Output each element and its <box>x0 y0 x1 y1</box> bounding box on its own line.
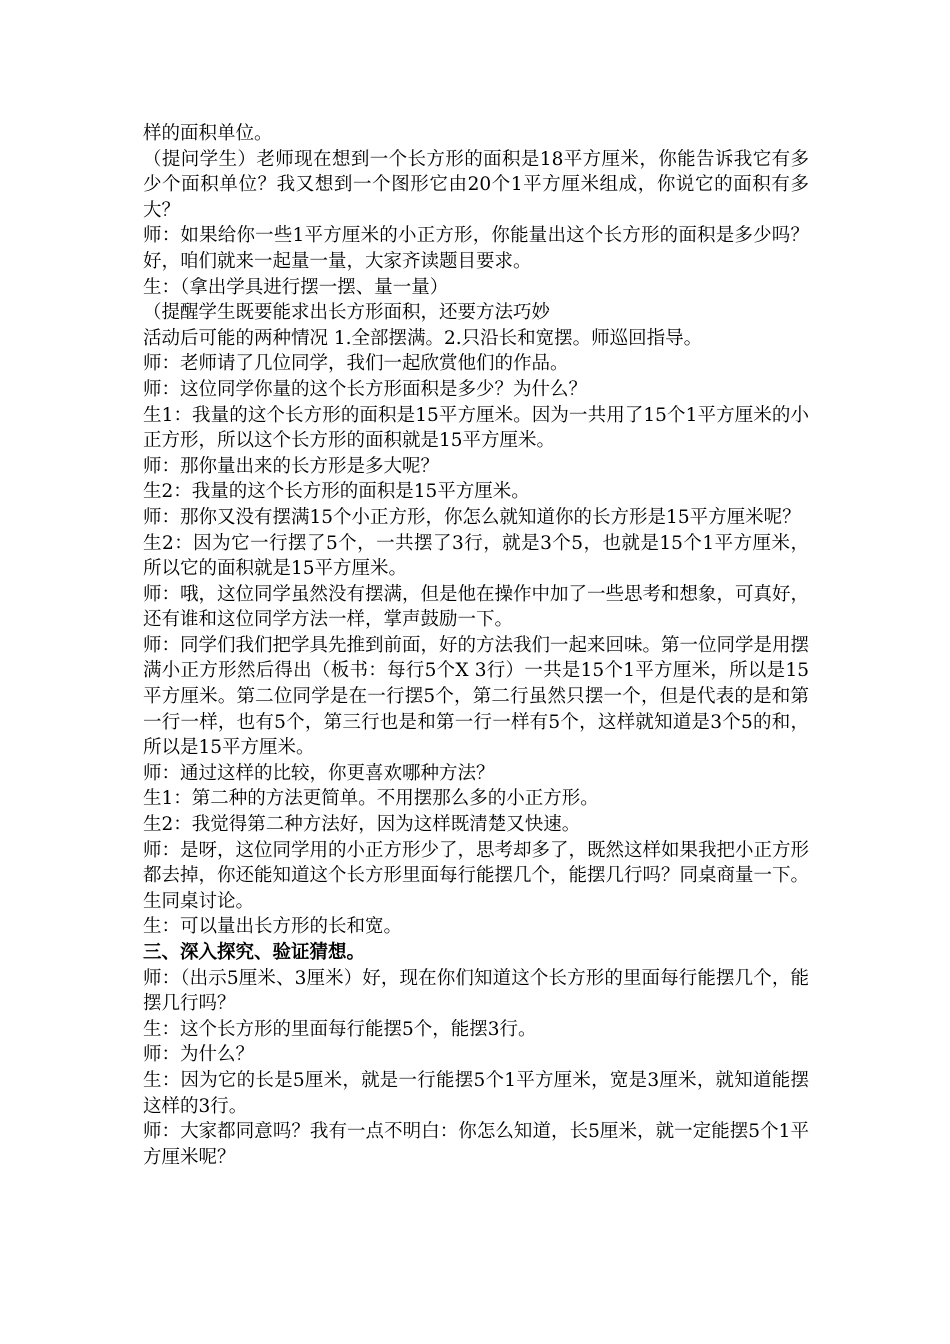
paragraph: 生同桌讨论。 <box>143 890 255 912</box>
paragraph: 师：老师请了几位同学，我们一起欣赏他们的作品。 <box>143 353 569 375</box>
paragraph: 师：为什么？ <box>143 1044 255 1066</box>
paragraph: 生：（拿出学具进行摆一摆、量一量） <box>143 276 449 298</box>
paragraph: 师：通过这样的比较，你更喜欢哪种方法？ <box>143 762 495 784</box>
paragraph: 师：（出示5厘米、3厘米）好，现在你们知道这个长方形的里面每行能摆几个，能摆几行吗？ <box>143 967 809 1015</box>
paragraph: （提醒学生既要能求出长方形面积，还要方法巧妙 <box>143 302 551 324</box>
paragraph: 师：同学们我们把学具先推到前面，好的方法我们一起来回味。第一位同学是用摆满小正方形然后得出（板书：每行5个X 3行）一共是15个1平方厘米，所以是15平方厘米。第二位同学是在一行摆5个，第二行虽然只摆一个，但是代表的是和第一行一样，也有5个，第三行也是和第一行一样有5个，这样就知道是3个5的和，所以是15平方厘米。 <box>143 634 810 759</box>
paragraph: 师：那你量出来的长方形是多大呢？ <box>143 455 440 477</box>
paragraph: 师：这位同学你量的这个长方形面积是多少？为什么？ <box>143 378 588 400</box>
document-body <box>143 121 809 1170</box>
paragraph: 生：这个长方形的里面每行能摆5个，能摆3行。 <box>143 1018 537 1040</box>
paragraph: （提问学生）老师现在想到一个长方形的面积是18平方厘米，你能告诉我它有多少个面积单位？我又想到一个图形它由20个1平方厘米组成，你说它的面积有多大？ <box>143 148 809 221</box>
paragraph: 师：是呀，这位同学用的小正方形少了，思考却多了，既然这样如果我把小正方形都去掉，你还能知道这个长方形里面每行能摆几个，能摆几行吗？同桌商量一下。 <box>143 839 810 887</box>
paragraph: 生：可以量出长方形的长和宽。 <box>143 916 403 938</box>
paragraph: 师：那你又没有摆满15个小正方形，你怎么就知道你的长方形是15平方厘米呢？ <box>143 506 801 528</box>
paragraph: 生2：因为它一行摆了5个，一共摆了3行，就是3个5，也就是15个1平方厘米，所以它的面积就是15平方厘米。 <box>143 532 809 580</box>
paragraph: 师：大家都同意吗？我有一点不明白：你怎么知道，长5厘米，就一定能摆5个1平方厘米呢？ <box>143 1121 809 1168</box>
section-heading: 三、深入探究、验证猜想。 <box>143 942 366 963</box>
paragraph: 师：如果给你一些1平方厘米的小正方形，你能量出这个长方形的面积是多少吗？好，咱们就来一起量一量，大家齐读题目要求。 <box>143 225 809 272</box>
paragraph: 活动后可能的两种情况 1.全部摆满。2.只沿长和宽摆。师巡回指导。 <box>143 327 703 349</box>
paragraph: 生1：第二种的方法更简单。不用摆那么多的小正方形。 <box>143 788 599 810</box>
paragraph: 生2：我量的这个长方形的面积是15平方厘米。 <box>143 481 530 503</box>
paragraph: 师：哦，这位同学虽然没有摆满，但是他在操作中加了一些思考和想象，可真好，还有谁和这位同学方法一样，掌声鼓励一下。 <box>143 583 810 631</box>
paragraph: 生：因为它的长是5厘米，就是一行能摆5个1平方厘米，宽是3厘米，就知道能摆这样的3行。 <box>143 1069 809 1117</box>
paragraph: 生1：我量的这个长方形的面积是15平方厘米。因为一共用了15个1平方厘米的小正方形，所以这个长方形的面积就是15平方厘米。 <box>143 404 809 452</box>
paragraph: 样的面积单位。 <box>143 123 273 144</box>
paragraph: 生2：我觉得第二种方法好，因为这样既清楚又快速。 <box>143 814 581 836</box>
